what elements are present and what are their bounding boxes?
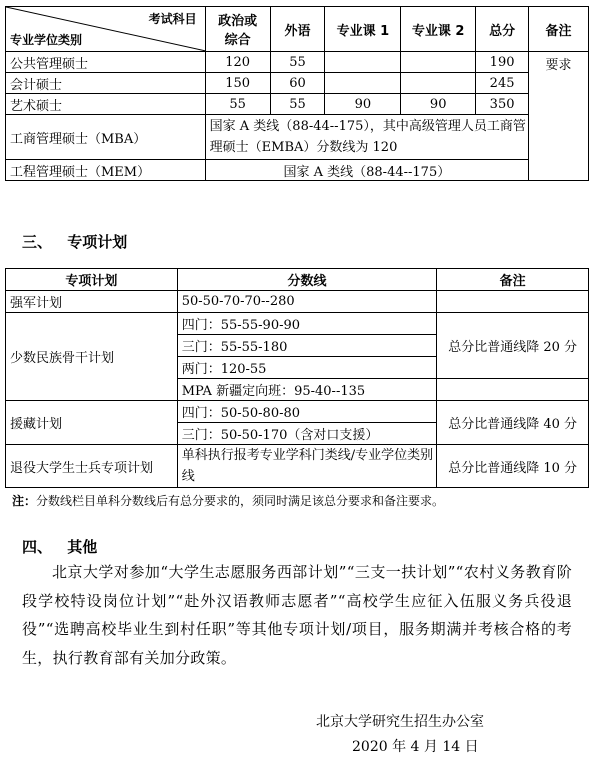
table-row: [6, 52, 589, 73]
cell: 90: [325, 94, 401, 115]
header-degree-type: 专业学位类别: [10, 33, 83, 47]
remark-cell: 总分比普通线降 10 分: [437, 445, 589, 488]
plan-name: 援藏计划: [6, 401, 178, 445]
col-politics: 政治或 综合: [205, 7, 270, 52]
section-number: 四、: [22, 538, 53, 556]
col-score-line: 分数线: [177, 269, 437, 291]
remark-cell: 总分比普通线降 20 分: [437, 313, 589, 379]
table-row: [6, 73, 589, 94]
cell: 190: [476, 52, 529, 73]
cell: 55: [270, 52, 325, 73]
special-plan-table: [5, 268, 589, 488]
remark-cell: [437, 379, 589, 401]
section-number: 三、: [22, 233, 53, 251]
cell: 55: [270, 94, 325, 115]
col-remark: 备注: [437, 269, 589, 291]
col-remark: 备注: [529, 7, 589, 52]
score-cell: 单科执行报考专业学科门类线/专业学位类别线: [177, 445, 437, 488]
score-cell: 两门：120-55: [177, 357, 437, 379]
remark-cell: [437, 291, 589, 313]
body-paragraph: 北京大学对参加“大学生志愿服务西部计划”“三支一扶计划”“农村义务教育阶段学校特设岗位计划”“赴外汉语教师志愿者”“高校学生应征入伍服义务兵役退役”“选聘高校毕业生到村任职”等其他专项计划/项目，服务期满并考核合格的考生，执行教育部有关加分政策。: [22, 563, 572, 667]
cell: [325, 52, 401, 73]
row-name: 公共管理硕士: [6, 52, 206, 73]
score-cell: 三门：50-50-170（含对口支援）: [177, 423, 437, 445]
mem-score-cell: 国家 A 类线（88-44--175）: [205, 160, 528, 181]
table-row: [6, 115, 589, 160]
table-row: [6, 445, 589, 488]
plan-name: 少数民族骨干计划: [6, 313, 178, 401]
row-name: 工程管理硕士（MEM）: [6, 160, 206, 181]
cell: [401, 73, 476, 94]
table-row: [6, 291, 589, 313]
note-label: 注：: [12, 494, 37, 508]
section-title: 其他: [67, 538, 98, 556]
remark-cell: 总分比普通线降 40 分: [437, 401, 589, 445]
row-name: 艺术硕士: [6, 94, 206, 115]
note-text: 分数线栏目单科分数线后有总分要求的，须同时满足该总分要求和备注要求。: [36, 494, 445, 508]
section-heading: [22, 231, 127, 252]
remark-cell: 要求: [529, 52, 589, 181]
cell: 90: [401, 94, 476, 115]
cell: 60: [270, 73, 325, 94]
degree-score-table: [5, 6, 589, 181]
table-row: [6, 94, 589, 115]
signature-office: 北京大学研究生招生办公室: [316, 714, 484, 730]
score-cell: 50-50-70-70--280: [177, 291, 437, 313]
signature-date: 2020 年 4 月 14 日: [352, 739, 479, 755]
score-cell: 三门：55-55-180: [177, 335, 437, 357]
table-row: [6, 401, 589, 423]
table-row: [6, 160, 589, 181]
diagonal-header-cell: [6, 7, 206, 52]
cell: 55: [205, 94, 270, 115]
plan-name: 强军计划: [6, 291, 178, 313]
row-name: 工商管理硕士（MBA）: [6, 115, 206, 160]
cell: 150: [205, 73, 270, 94]
cell: 350: [476, 94, 529, 115]
col-major-2: 专业课 2: [401, 7, 476, 52]
cell: [325, 73, 401, 94]
section-title: 专项计划: [67, 233, 128, 251]
score-cell: 四门：50-50-80-80: [177, 401, 437, 423]
header-subject: 考试科目: [148, 12, 197, 26]
col-major-1: 专业课 1: [325, 7, 401, 52]
cell: 245: [476, 73, 529, 94]
col-total: 总分: [476, 7, 529, 52]
table-row: [6, 313, 589, 335]
cell: [401, 52, 476, 73]
cell: 120: [205, 52, 270, 73]
col-foreign-language: 外语: [270, 7, 325, 52]
score-cell: 四门：55-55-90-90: [177, 313, 437, 335]
row-name: 会计硕士: [6, 73, 206, 94]
table-note: [12, 492, 444, 509]
col-plan: 专项计划: [6, 269, 178, 291]
section-heading: [22, 536, 97, 557]
mba-score-cell: 国家 A 类线（88-44--175），其中高级管理人员工商管理硕士（EMBA）分数线为 120: [205, 115, 528, 160]
plan-name: 退役大学生士兵专项计划: [6, 445, 178, 488]
score-cell: MPA 新疆定向班：95-40--135: [177, 379, 437, 401]
